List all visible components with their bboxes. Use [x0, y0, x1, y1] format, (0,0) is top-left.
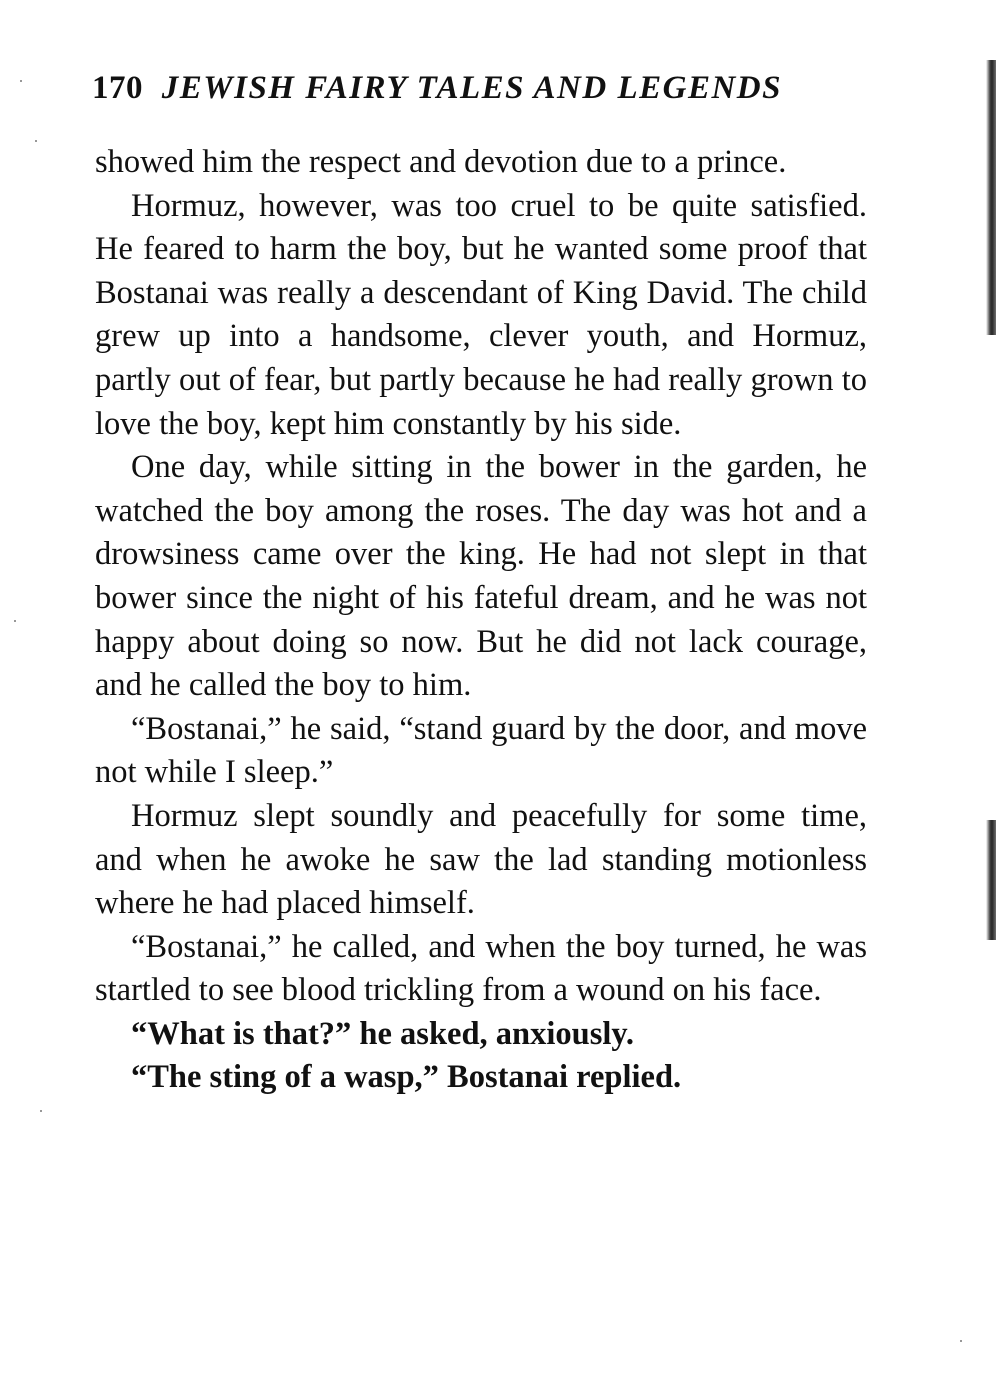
- scan-speck: [14, 620, 16, 622]
- page-number: 170: [92, 70, 143, 106]
- dialogue-paragraph: “The sting of a wasp,” Bostanai replied.: [131, 1059, 682, 1096]
- dialogue-paragraph: “Bostanai,” he called, and when the boy turned, he was startled to see blood trickling from a wound on his face.: [95, 928, 867, 1009]
- scan-edge-shadow: [986, 60, 996, 335]
- scan-speck: [20, 80, 22, 82]
- scan-speck: [960, 1340, 962, 1342]
- scan-edge-shadow: [986, 820, 996, 940]
- dialogue-paragraph: “Bostanai,” he said, “stand guard by the door, and move not while I sleep.”: [95, 710, 867, 791]
- paragraph: Hormuz slept soundly and peacefully for some time, and when he awoke he saw the lad standing motionless where he had placed himself.: [95, 797, 867, 922]
- paragraph: One day, while sitting in the bower in the garden, he watched the boy among the roses. The day was hot and a drowsiness came over the king. He had not slept in that bower since the night of his fateful dream, and he was not happy about doing so now. But he did not lack courage, and he called the boy to him.: [95, 449, 867, 704]
- scan-speck: [35, 140, 37, 142]
- paragraph-continuation: showed him the respect and devotion due to a prince.: [95, 144, 787, 180]
- running-header: [92, 70, 872, 107]
- scan-speck: [40, 1110, 42, 1112]
- page-body: [95, 141, 867, 1100]
- paragraph: Hormuz, however, was too cruel to be quite satisfied. He feared to harm the boy, but he wanted some proof that Bostanai was really a descendant of King David. The child grew up into a handsome, clever youth, and Hormuz, partly out of fear, but partly because he had really grown to love the boy, kept him constantly by his side.: [95, 187, 867, 442]
- dialogue-paragraph: “What is that?” he asked, anxiously.: [131, 1015, 634, 1052]
- running-title: JEWISH FAIRY TALES AND LEGENDS: [161, 70, 782, 106]
